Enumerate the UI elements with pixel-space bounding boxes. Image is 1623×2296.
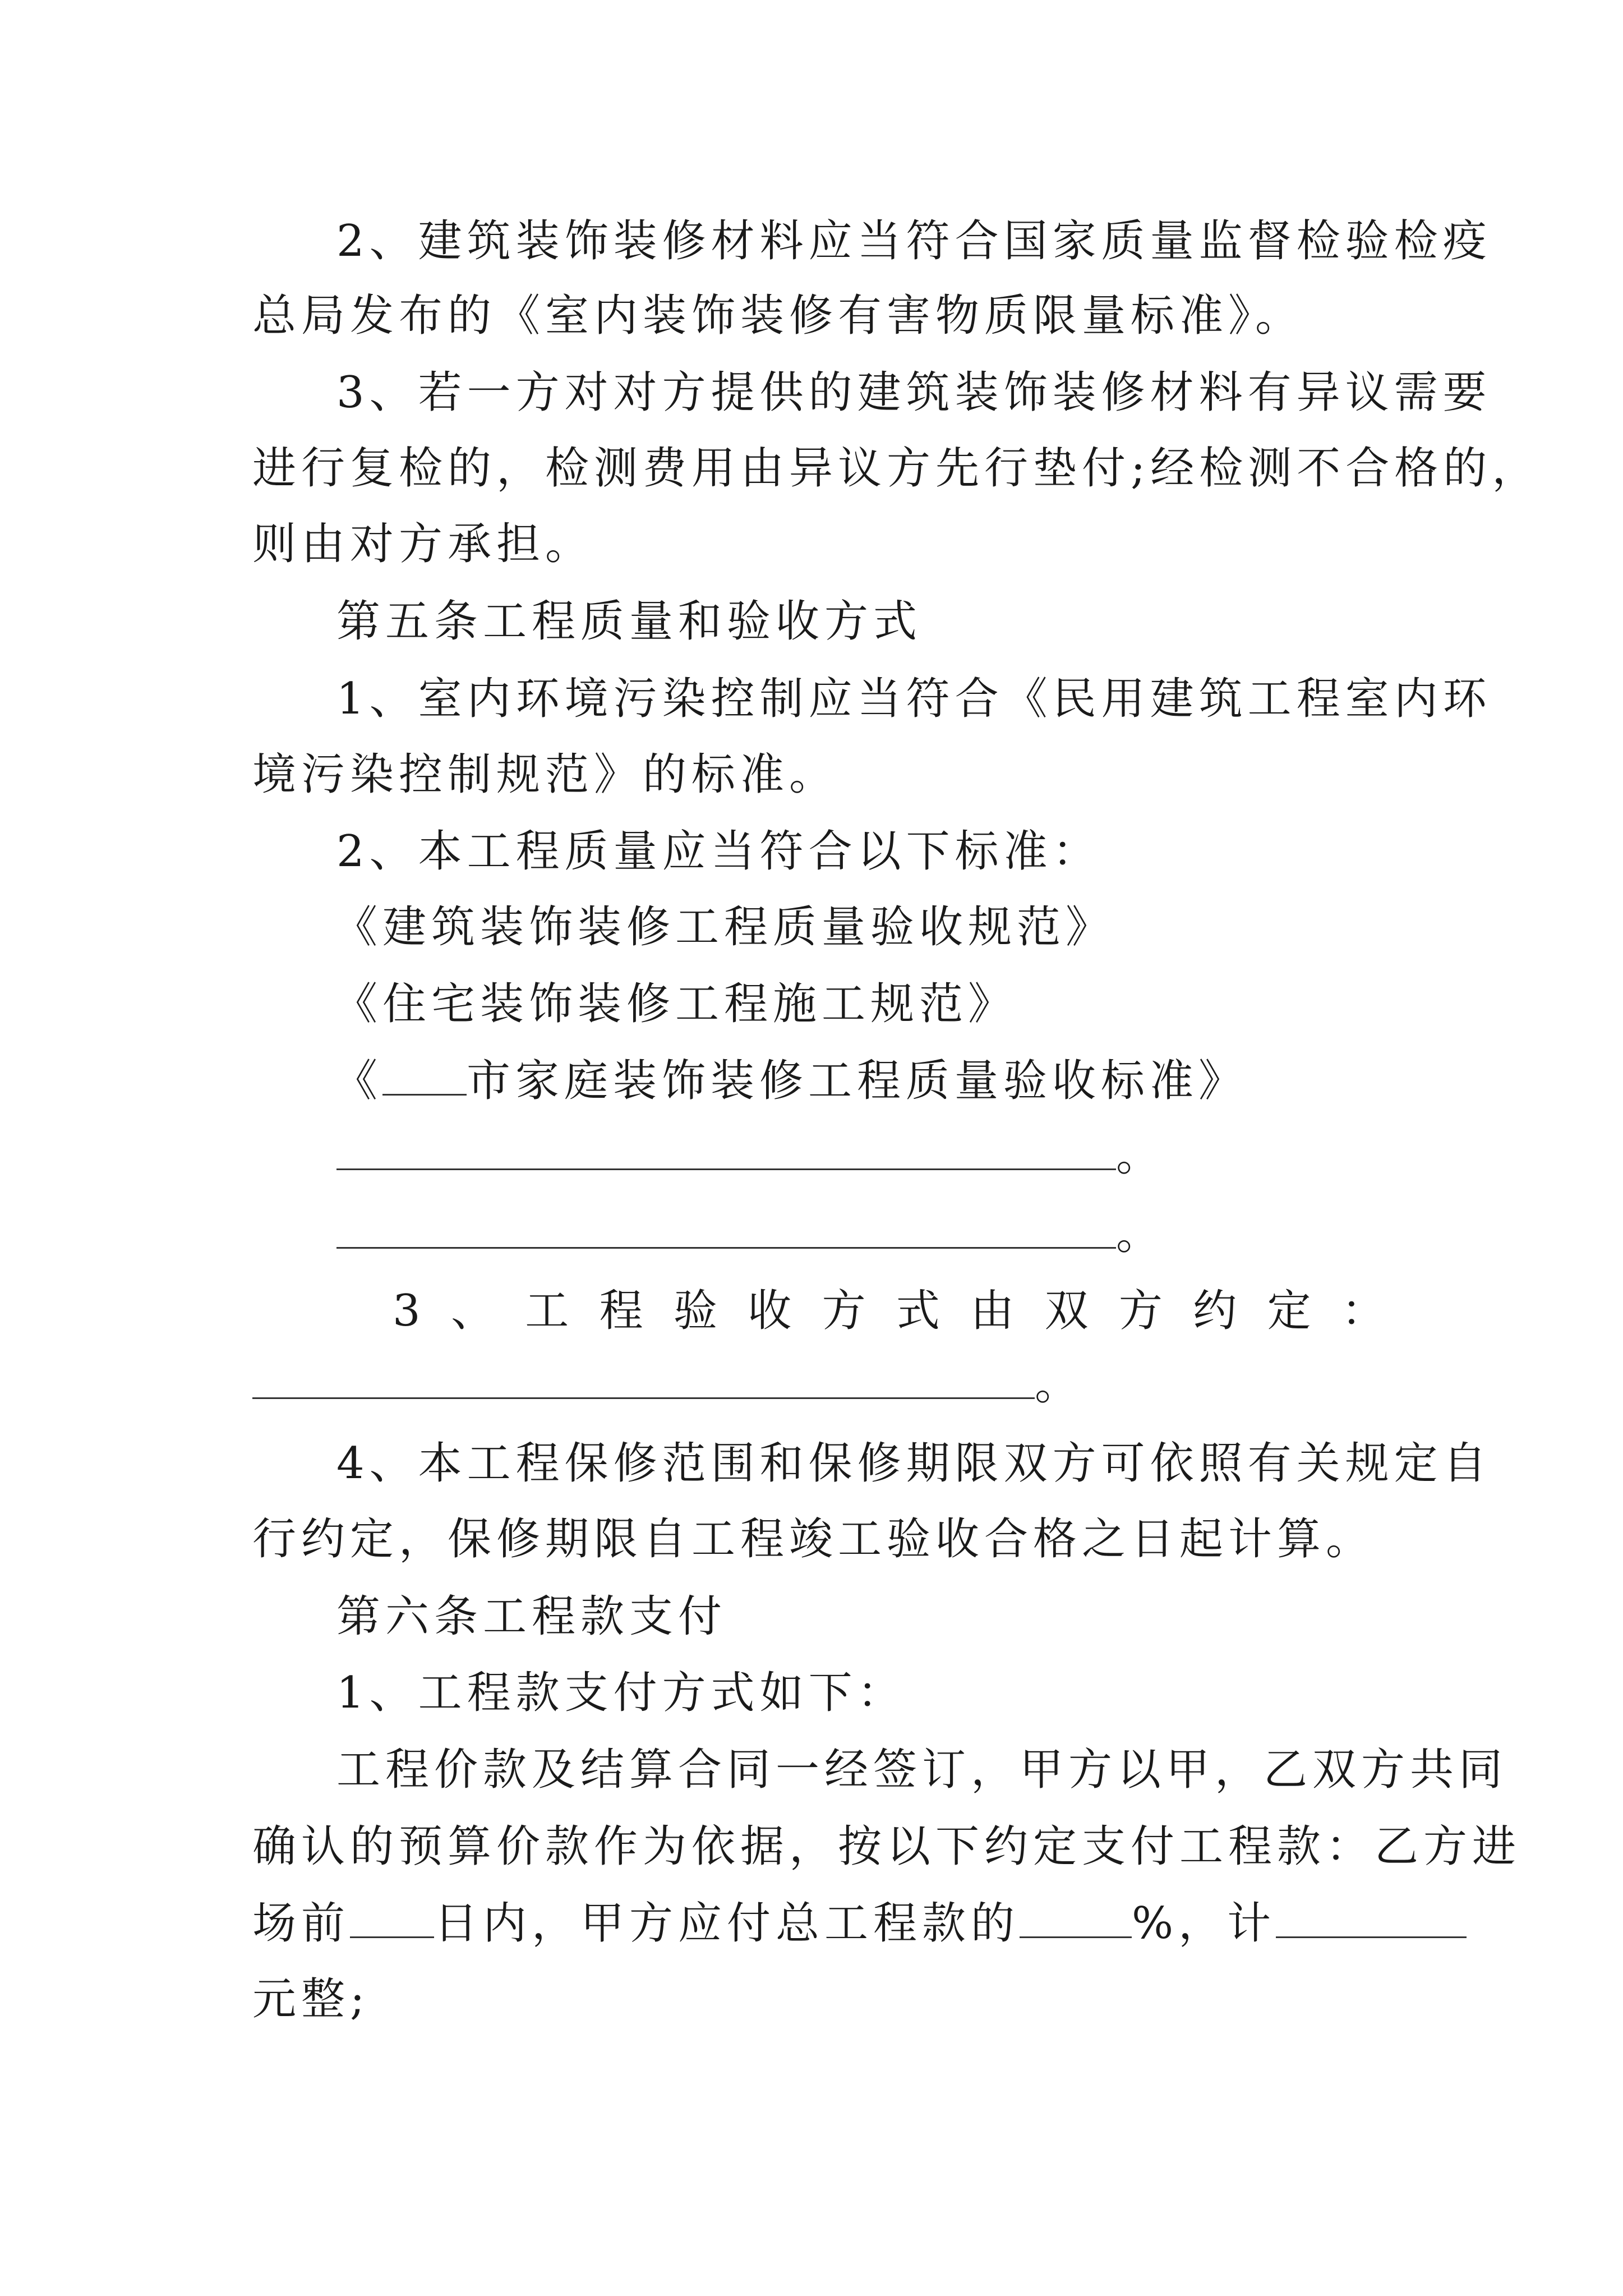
justified-char: 式 xyxy=(896,1286,940,1336)
line-period: 。 xyxy=(1116,1130,1165,1181)
payment-text-middle: 日内，甲方应付总工程款的 xyxy=(434,1898,1020,1949)
standard-title: 市家庭装饰装修工程质量验收标准》 xyxy=(467,1056,1248,1106)
fill-blank xyxy=(336,1129,1116,1170)
paragraph-line: 工程价款及结算合同一经签订，甲方以甲，乙双方共同 xyxy=(336,1745,1508,1795)
paragraph-line: 4、本工程保修范围和保修期限双方可依照有关规定自 xyxy=(336,1438,1492,1489)
payment-line xyxy=(252,1895,1385,1952)
fill-in-line-2 xyxy=(336,1206,1385,1262)
paragraph-line: 进行复检的，检测费用由异议方先行垫付;经检测不合格的， xyxy=(252,443,1541,494)
payment-text-percent: %，计 xyxy=(1132,1898,1276,1949)
justified-char: ： xyxy=(1341,1286,1385,1336)
justified-char: 工 xyxy=(525,1286,569,1336)
paragraph-line: 1、工程款支付方式如下： xyxy=(336,1668,906,1718)
fill-blank xyxy=(252,1358,1035,1399)
paragraph-line: 2、本工程质量应当符合以下标准： xyxy=(336,826,1101,877)
standard-item: 《建筑装饰装修工程质量验收规范》 xyxy=(334,902,1115,953)
days-blank xyxy=(350,1897,434,1938)
section-heading: 第六条工程款支付 xyxy=(336,1591,727,1642)
paragraph-line: 行约定，保修期限自工程竣工验收合格之日起计算。 xyxy=(252,1514,1375,1565)
paragraph-line: 元整; xyxy=(252,1974,370,2024)
justified-char: 收 xyxy=(748,1286,792,1336)
justified-char: 方 xyxy=(822,1286,866,1336)
percent-blank xyxy=(1020,1897,1132,1938)
paragraph-line: 1、室内环境污染控制应当符合《民用建筑工程室内环 xyxy=(336,674,1492,724)
paragraph-line: 2、建筑装饰装修材料应当符合国家质量监督检验检疫 xyxy=(336,216,1492,266)
paragraph-line: 总局发布的《室内装饰装修有害物质限量标准》。 xyxy=(252,291,1304,341)
bracket-open: 《 xyxy=(334,1056,383,1106)
line-period: 。 xyxy=(1116,1209,1165,1259)
justified-char: 约 xyxy=(1193,1286,1237,1336)
line-period: 。 xyxy=(1035,1359,1084,1410)
justified-char: 3 xyxy=(393,1286,421,1336)
justified-char: 验 xyxy=(673,1286,717,1336)
paragraph-line: 3、若一方对对方提供的建筑装饰装修材料有异议需要 xyxy=(336,367,1492,418)
amount-blank xyxy=(1276,1897,1467,1938)
justified-char: 、 xyxy=(450,1286,495,1336)
standard-item-city xyxy=(334,1053,1467,1109)
fill-blank xyxy=(336,1208,1116,1249)
justified-char: 程 xyxy=(599,1286,643,1336)
acceptance-blank-line xyxy=(252,1356,1385,1412)
justified-char: 定 xyxy=(1267,1286,1311,1336)
justified-char: 双 xyxy=(1044,1286,1089,1336)
justified-char: 方 xyxy=(1118,1286,1163,1336)
city-name-blank xyxy=(382,1055,467,1096)
paragraph-line: 确认的预算价款作为依据，按以下约定支付工程款：乙方进 xyxy=(252,1821,1521,1872)
fill-in-line-1 xyxy=(336,1128,1385,1184)
paragraph-line: 境污染控制规范》的标准。 xyxy=(252,749,838,800)
payment-text-start: 场前 xyxy=(252,1898,351,1949)
acceptance-method-line xyxy=(393,1283,1385,1339)
section-heading: 第五条工程质量和验收方式 xyxy=(336,596,923,647)
paragraph-line: 则由对方承担。 xyxy=(252,519,594,569)
justified-char: 由 xyxy=(970,1286,1015,1336)
standard-item: 《住宅装饰装修工程施工规范》 xyxy=(334,979,1017,1029)
